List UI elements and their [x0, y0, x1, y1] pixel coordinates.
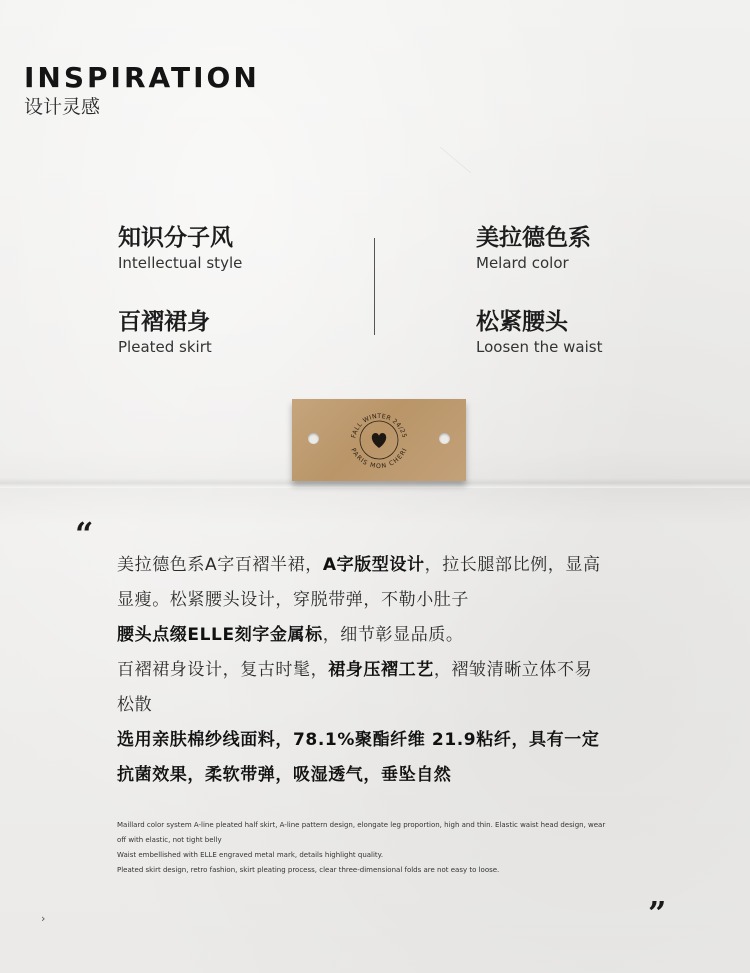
- body-line: [117, 653, 677, 688]
- english-line: Waist embellished with ELLE engraved metal mark, details highlight quality.: [117, 851, 384, 859]
- english-line: Pleated skirt design, retro fashion, skirt pleating process, clear three-dimensional folds are not easy to loose.: [117, 866, 500, 874]
- feature-pleated-skirt: [118, 308, 212, 356]
- body-line: 显瘦。松紧腰头设计，穿脱带弹，不勒小肚子: [117, 590, 469, 610]
- tag-top-text: FALL WINTER 24/25: [350, 412, 408, 439]
- feature-divider: [374, 238, 375, 335]
- english-description: [117, 818, 677, 878]
- body-text: ，褶皱清晰立体不易: [433, 660, 593, 680]
- body-line-bold: 选用亲肤棉纱线面料，78.1%聚酯纤维 21.9粘纤，具有一定: [117, 730, 600, 750]
- page-title: INSPIRATION: [24, 61, 260, 94]
- body-highlight: 裙身压褶工艺: [328, 660, 434, 680]
- kraft-hang-tag: [292, 399, 466, 481]
- english-line: Maillard color system A-line pleated half skirt, A-line pattern design, elongate leg proportion, high and thin. Elastic waist head design, wear: [117, 821, 606, 829]
- feature-title: 知识分子风: [118, 225, 233, 251]
- english-line: off with elastic, not tight belly: [117, 836, 222, 844]
- feature-subtitle: Melard color: [476, 254, 569, 272]
- body-highlight: 腰头点缀ELLE刻字金属标: [117, 625, 323, 645]
- page-header: [24, 62, 260, 118]
- tag-emblem: [345, 406, 413, 474]
- body-line: [117, 618, 677, 653]
- heart-icon: [372, 433, 386, 448]
- body-text: ，细节彰显品质。: [322, 625, 464, 645]
- quote-open-mark: “: [75, 515, 94, 553]
- page-subtitle: 设计灵感: [24, 96, 101, 118]
- body-line: [117, 548, 677, 583]
- body-highlight: A字版型设计: [322, 555, 425, 575]
- body-text: 百褶裙身设计，复古时髦，: [117, 660, 329, 680]
- tag-bottom-text: PARIS MON CHERI: [349, 447, 409, 471]
- feature-subtitle: Pleated skirt: [118, 338, 212, 356]
- body-line-bold: 抗菌效果，柔软带弹，吸湿透气，垂坠自然: [117, 765, 452, 785]
- feature-subtitle: Loosen the waist: [476, 338, 603, 356]
- feature-intellectual-style: [118, 224, 242, 272]
- tag-hole-right: [439, 433, 450, 444]
- body-text: ，拉长腿部比例，显高: [424, 555, 601, 575]
- feature-subtitle: Intellectual style: [118, 254, 243, 272]
- quote-close-mark: ”: [648, 894, 667, 932]
- body-text: 美拉德色系A字百褶半裙，: [117, 555, 323, 575]
- tag-hole-left: [308, 433, 319, 444]
- feature-melard-color: [476, 224, 591, 272]
- feature-title: 美拉德色系: [476, 225, 591, 251]
- feature-loosen-waist: [476, 308, 602, 356]
- feature-title: 松紧腰头: [476, 309, 568, 335]
- chevron-right-icon: ›: [41, 912, 46, 925]
- feature-title: 百褶裙身: [118, 309, 210, 335]
- body-line: 松散: [117, 695, 153, 715]
- paper-crease: [440, 147, 471, 173]
- description-body: [117, 548, 677, 793]
